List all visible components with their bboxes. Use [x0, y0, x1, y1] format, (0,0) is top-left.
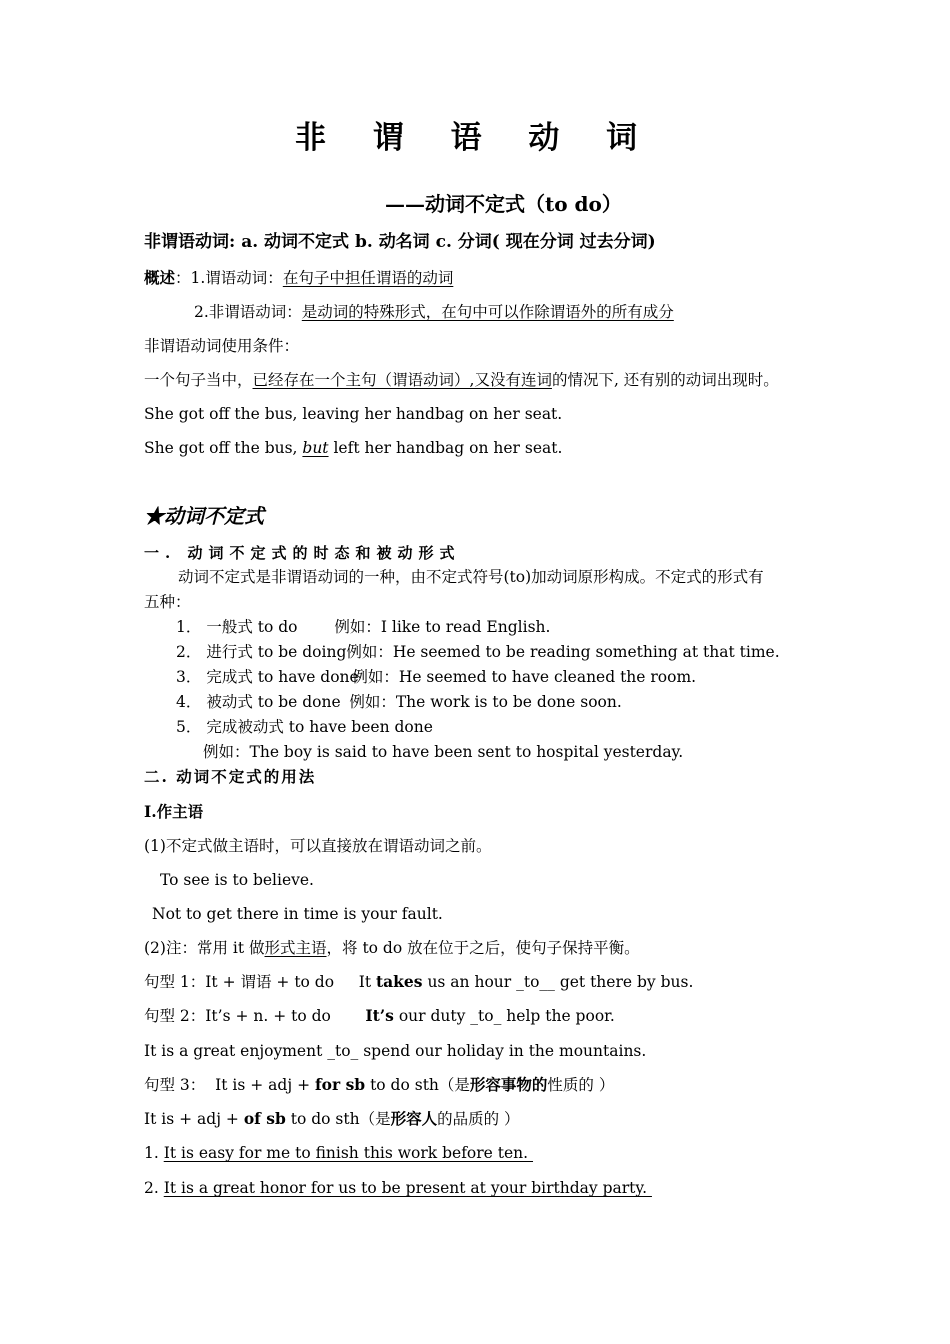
form-num: 2．: [176, 643, 202, 661]
pattern-4-bold-1: of sb: [243, 1109, 286, 1128]
form-item-1: [176, 617, 550, 637]
conditions-text: [144, 370, 779, 390]
overview-line-2: [194, 302, 674, 322]
section1-intro-1: 动词不定式是非谓语动词的一种，由不定式符号(to)加动词原形构成。不定式的形式有: [178, 568, 764, 586]
form-name: 被动式 to be done: [206, 693, 341, 711]
pattern-4-a: It is + adj +: [144, 1110, 244, 1128]
pattern-1-b: us an hour _to__ get there by bus.: [422, 973, 694, 991]
section2-heading: 二. 动词不定式的用法: [144, 767, 317, 786]
form-num: 4．: [176, 693, 202, 711]
form-name: 一般式 to do: [206, 618, 298, 636]
overview-item2-prefix: 2.非谓语动词：: [194, 303, 302, 321]
example-item-1: [144, 1143, 533, 1163]
form-item-5: [176, 717, 433, 737]
example-sentence-2: [144, 438, 562, 458]
p2-a: (2)注：常用 it 做: [144, 939, 265, 957]
section1-heading: 一. 动词不定式的时态和被动形式: [144, 544, 461, 562]
example-2-a: She got off the bus,: [144, 439, 303, 457]
overview-label: 概述: [144, 268, 176, 287]
example-item-2: [144, 1178, 652, 1198]
pattern-3-bold-2: 形容事物的: [469, 1075, 548, 1094]
form-example: 例如：He seemed to be reading something at that time.: [346, 643, 780, 661]
example-sentence-1: She got off the bus, leaving her handbag on her seat.: [144, 405, 563, 423]
form-item-3: [176, 667, 696, 687]
overview-item1-prefix: ：1.谓语动词：: [175, 269, 283, 287]
pattern-1: [144, 972, 693, 992]
form-item-4: [176, 692, 622, 712]
overview-item2-definition: 是动词的特殊形式，在句中可以作除谓语外的所有成分: [301, 303, 674, 321]
form-item-2: [176, 642, 780, 662]
pattern-1-a: 句型 1：It + 谓语 + to do It: [144, 973, 376, 991]
form-num: 1．: [176, 618, 202, 636]
example-item-1-num: 1.: [144, 1144, 164, 1162]
overview-line-1: [144, 268, 453, 288]
pattern-1-bold: takes: [375, 972, 423, 991]
form-item-5-example: 例如：The boy is said to have been sent to hospital yesterday.: [203, 743, 684, 761]
categories-line: 非谓语动词: a. 动词不定式 b. 动名词 c. 分词( 现在分词 过去分词): [144, 232, 656, 252]
pattern-4-bold-2: 形容人: [390, 1109, 438, 1128]
conditions-text-underlined: 已经存在一个主句（谓语动词）,又没有连词: [252, 371, 552, 389]
pattern-3-bold-1: for sb: [315, 1075, 366, 1094]
section2-sub1: I.作主语: [144, 802, 204, 821]
pattern-2: [144, 1006, 615, 1026]
pattern-3-b: to do sth（是: [365, 1076, 470, 1094]
pattern-2-b: our duty _to_ help the poor.: [393, 1007, 615, 1025]
pattern-4-b: to do sth（是: [285, 1110, 391, 1128]
conditions-text-b: 的情况下, 还有别的动词出现时。: [551, 371, 779, 389]
conditions-heading: 非谓语动词使用条件：: [144, 337, 300, 355]
pattern-2-a: 句型 2：It’s + n. + to do: [144, 1007, 366, 1025]
p2-underlined: 形式主语: [264, 939, 327, 957]
section2-p1-example-1: To see is to believe.: [160, 871, 314, 889]
pattern-2-example: It is a great enjoyment _to_ spend our holiday in the mountains.: [144, 1042, 647, 1060]
conditions-text-a: 一个句子当中，: [144, 371, 253, 389]
example-2-but: but: [302, 439, 329, 457]
section1-intro-2: 五种：: [144, 593, 191, 611]
page-subtitle: ——动词不定式（to do）: [385, 192, 622, 216]
form-name: 进行式 to be doing: [206, 643, 347, 661]
pattern-3-c: 性质的 ）: [547, 1076, 615, 1094]
form-example: 例如：He seemed to have cleaned the room.: [352, 668, 697, 686]
section2-p1-example-2: Not to get there in time is your fault.: [152, 905, 443, 923]
form-example: 例如：The work is to be done soon.: [349, 693, 622, 711]
pattern-4-c: 的品质的 ）: [437, 1110, 520, 1128]
section2-p1: (1)不定式做主语时，可以直接放在谓语动词之前。: [144, 837, 492, 855]
p2-b: ，将 to do 放在位于之后，使句子保持平衡。: [326, 939, 640, 957]
overview-item1-definition: 在句子中担任谓语的动词: [282, 269, 454, 287]
page-title: 非 谓 语 动 词: [295, 120, 656, 156]
form-name: 完成被动式 to have been done: [206, 718, 433, 736]
form-example: 例如：I like to read English.: [334, 618, 551, 636]
form-name: 完成式 to have done: [206, 668, 359, 686]
pattern-3: [144, 1075, 614, 1095]
example-2-b: left her handbag on her seat.: [328, 439, 563, 457]
section2-p2: [144, 938, 640, 958]
pattern-2-bold: It’s: [365, 1006, 394, 1025]
example-item-2-num: 2.: [144, 1179, 164, 1197]
pattern-3-a: 句型 3： It is + adj +: [144, 1076, 315, 1094]
pattern-4: [144, 1109, 520, 1129]
form-num: 3．: [176, 668, 202, 686]
form-num: 5．: [176, 718, 202, 736]
example-item-1-text: It is easy for me to finish this work before ten.: [163, 1144, 534, 1162]
example-item-2-text: It is a great honor for us to be present at your birthday party.: [163, 1179, 652, 1197]
section-star-heading: ★动词不定式: [144, 504, 264, 528]
